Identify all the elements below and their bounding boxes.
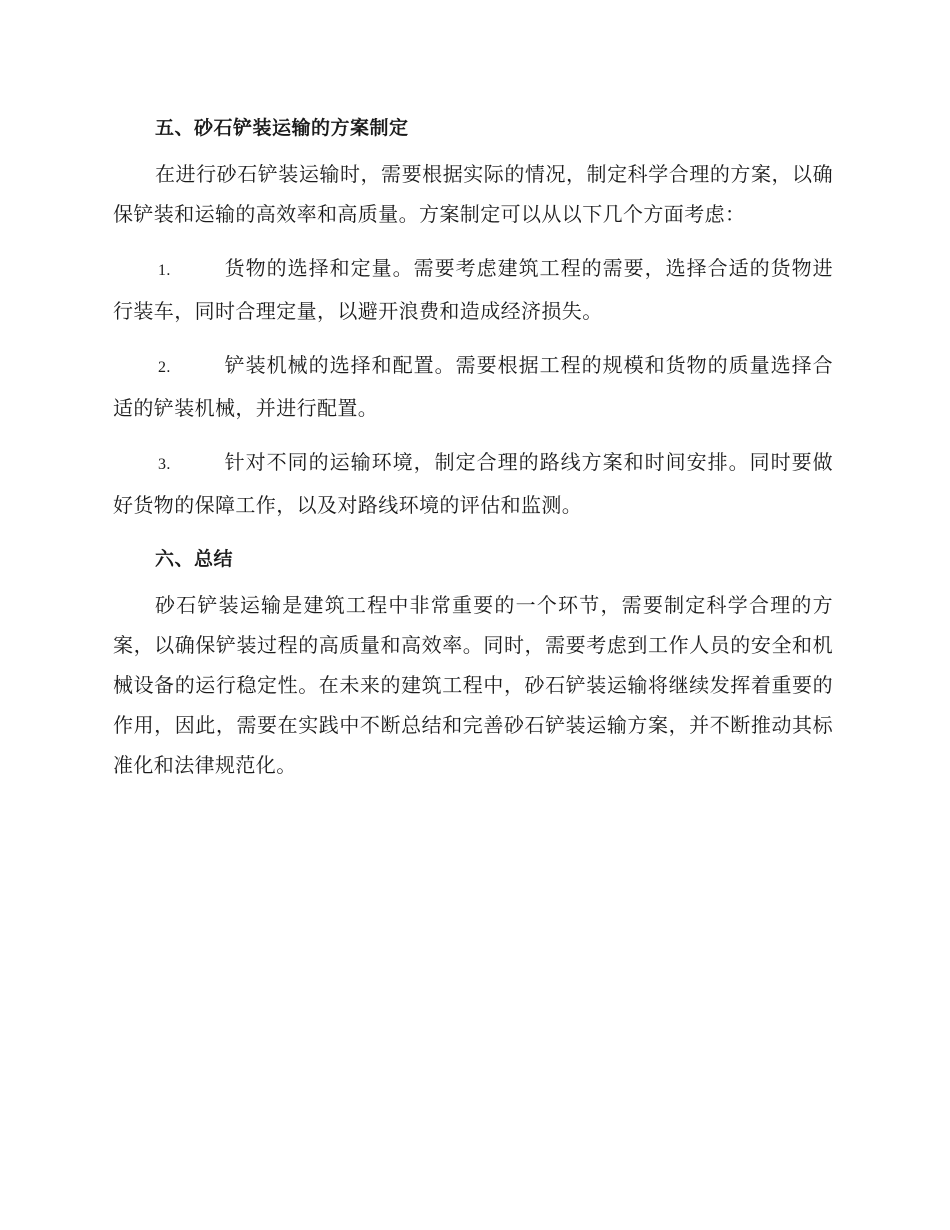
list-number-2: 2. xyxy=(158,359,171,376)
list-number-3: 3. xyxy=(158,456,171,473)
section-6-heading: 六、总结 xyxy=(155,548,234,570)
list-text-2: 铲装机械的选择和配置。需要根据工程的规模和货物的质量选择合适的铲装机械，并进行配置。 xyxy=(113,353,833,420)
document-content xyxy=(113,108,833,799)
list-item-3 xyxy=(113,442,833,525)
list-item-1 xyxy=(113,248,833,331)
section-5-heading: 五、砂石铲装运输的方案制定 xyxy=(155,117,409,139)
list-number-1: 1. xyxy=(158,262,171,279)
section-6-body: 砂石铲装运输是建筑工程中非常重要的一个环节，需要制定科学合理的方案，以确保铲装过程的高质量和高效率。同时，需要考虑到工作人员的安全和机械设备的运行稳定性。在未来的建筑工程中，砂石铲装运输将继续发挥着重要的作用，因此，需要在实践中不断总结和完善砂石铲装运输方案，并不断推动其标准化和法律规范化。 xyxy=(113,593,833,777)
list-text-1: 货物的选择和定量。需要考虑建筑工程的需要，选择合适的货物进行装车，同时合理定量，以避开浪费和造成经济损失。 xyxy=(113,256,833,323)
list-text-3: 针对不同的运输环境，制定合理的路线方案和时间安排。同时要做好货物的保障工作，以及对路线环境的评估和监测。 xyxy=(113,450,833,517)
list-item-2 xyxy=(113,345,833,428)
section-5-intro: 在进行砂石铲装运输时，需要根据实际的情况，制定科学合理的方案，以确保铲装和运输的高效率和高质量。方案制定可以从以下几个方面考虑： xyxy=(113,162,833,226)
